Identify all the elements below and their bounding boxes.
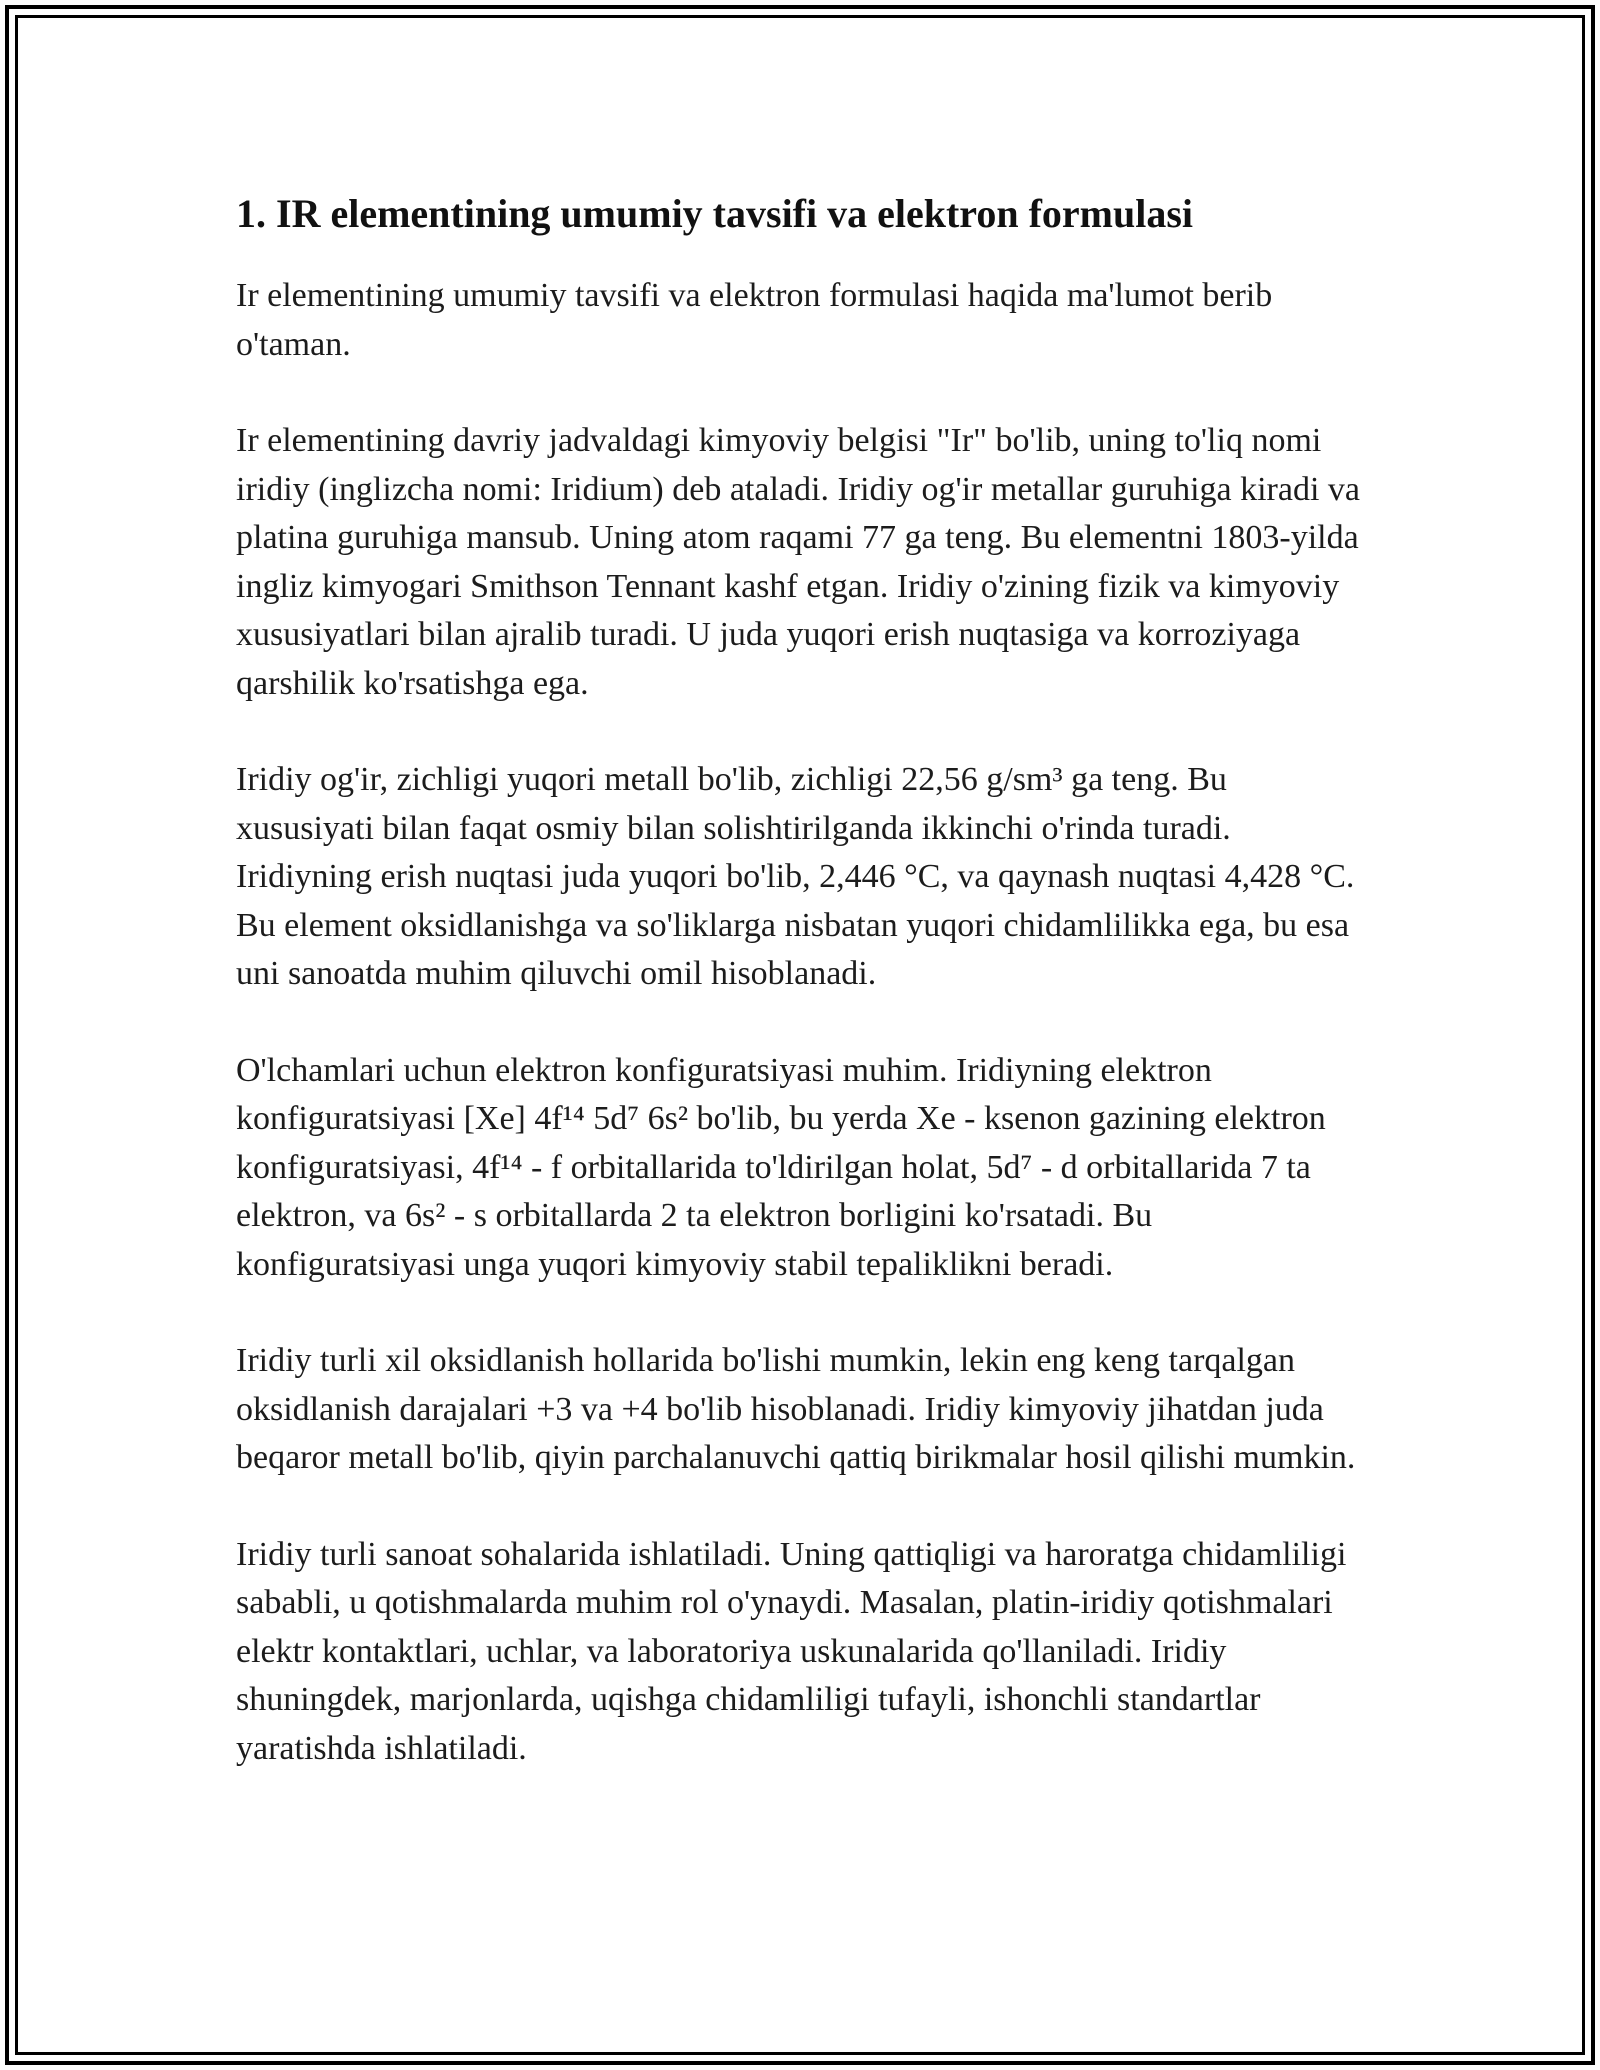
paragraph-electron-configuration: O'lchamlari uchun elektron konfiguratsiyasi muhim. Iridiyning elektron konfiguratsiyasi [Xe] 4f¹⁴ 5d⁷ 6s² bo'lib, bu yerda Xe - ksenon gazining elektron konfiguratsiyasi, 4f¹⁴ - f orbitallarida to'ldirilgan holat, 5d⁷ - d orbitallarida 7 ta elektron, va 6s² - s orbitallarda 2 ta elektron borligini ko'rsatadi. Bu konfiguratsiyasi unga yuqori kimyoviy stabil tepaliklikni beradi. (236, 1051, 1326, 1283)
paragraph-element-overview: Ir elementining davriy jadvaldagi kimyoviy belgisi "Ir" bo'lib, uning to'liq nomi iridiy (inglizcha nomi: Iridium) deb ataladi. Iridiy og'ir metallar guruhiga kiradi va platina guruhiga mansub. Uning atom raqami 77 ga teng. Bu elementni 1803-yilda ingliz kimyogari Smithson Tennant kashf etgan. Iridiy o'zining fizik va kimyoviy xususiyatlari bilan ajralib turadi. U juda yuqori erish nuqtasiga va korroziyaga qarshilik ko'rsatishga ega. (236, 422, 1361, 702)
paragraph-industrial-uses: Iridiy turli sanoat sohalarida ishlatiladi. Uning qattiqligi va haroratga chidamliligi sababli, u qotishmalarda muhim rol o'ynaydi. Masalan, platin-iridiy qotishmalari elektr kontaktlari, uchlar, va laboratoriya uskunalarida qo'llaniladi. Iridiy shuningdek, marjonlarda, uqishga chidamliligi tufayli, ishonchli standartlar yaratishda ishlatiladi. (236, 1535, 1347, 1767)
paragraph-oxidation-states: Iridiy turli xil oksidlanish hollarida bo'lishi mumkin, lekin eng keng tarqalgan oksidlanish darajalari +3 va +4 bo'lib hisoblanadi. Iridiy kimyoviy jihatdan juda beqaror metall bo'lib, qiyin parchalanuvchi qattiq birikmalar hosil qilishi mumkin. (236, 1342, 1356, 1476)
paragraph-intro: Ir elementining umumiy tavsifi va elektron formulasi haqida ma'lumot berib o'taman. (236, 277, 1273, 363)
paragraph-physical-properties: Iridiy og'ir, zichligi yuqori metall bo'lib, zichligi 22,56 g/sm³ ga teng. Bu xususiyati bilan faqat osmiy bilan solishtirilganda ikkinchi o'rinda turadi. Iridiyning erish nuqtasi juda yuqori bo'lib, 2,446 °C, va qaynash nuqtasi 4,428 °C. Bu element oksidlanishga va so'liklarga nisbatan yuqori chidamlilikka ega, bu esa uni sanoatda muhim qiluvchi omil hisoblanadi. (236, 761, 1355, 992)
document-body (236, 186, 1366, 1821)
page-title: 1. IR elementining umumiy tavsifi va elektron formulasi (236, 191, 1194, 236)
